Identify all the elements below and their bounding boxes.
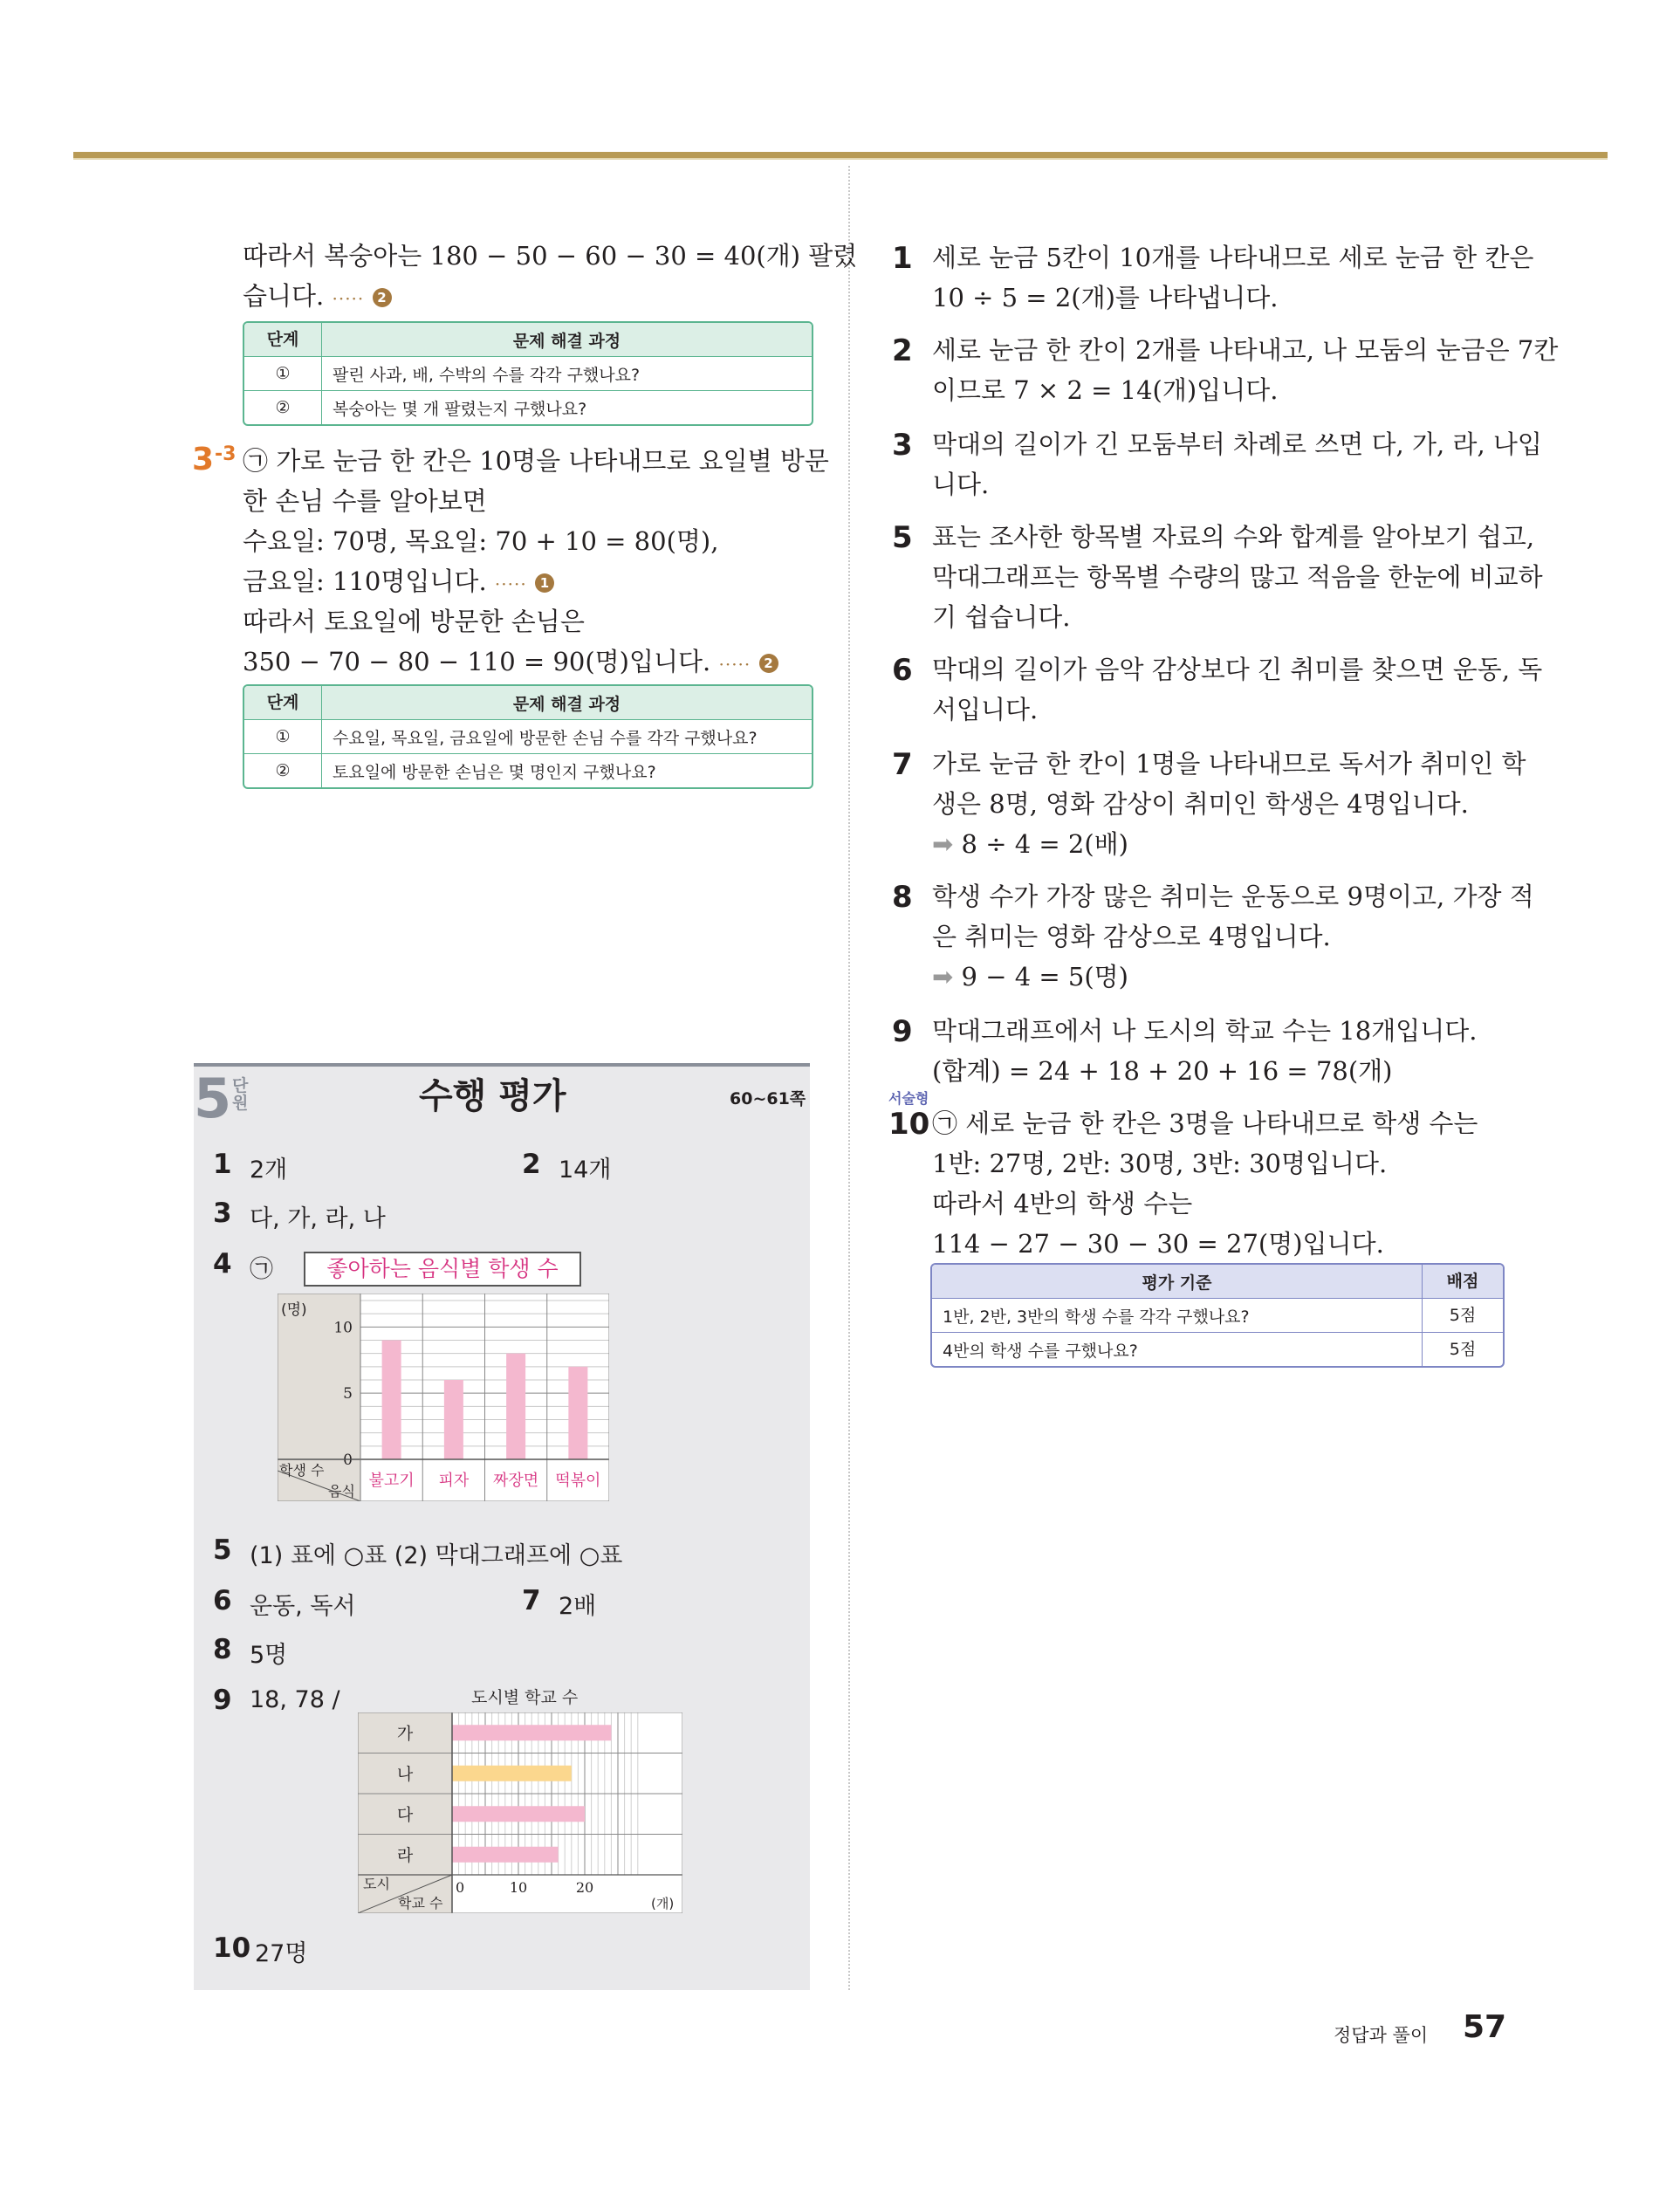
chart2-title: 도시별 학교 수 bbox=[471, 1688, 579, 1707]
q2-line-2: 이므로 7 × 2 = 14(개)입니다. bbox=[932, 375, 1279, 405]
category-label: 나 bbox=[396, 1764, 414, 1784]
step-marker-1: 1 bbox=[535, 573, 554, 593]
answer-number: 7 bbox=[522, 1585, 541, 1616]
step-cell: ② bbox=[244, 391, 322, 424]
answer-value: (1) 표에 ○표 (2) 막대그래프에 ○표 bbox=[250, 1542, 623, 1569]
q8-line-1: 학생 수가 가장 많은 취미는 운동으로 9명이고, 가장 적 bbox=[932, 882, 1534, 911]
category-label: 짜장면 bbox=[493, 1472, 539, 1490]
header-rule bbox=[73, 152, 1608, 158]
criteria-cell: 1반, 2반, 3반의 학생 수를 각각 구했나요? bbox=[943, 1307, 1250, 1327]
q5-line-3: 기 쉽습니다. bbox=[932, 602, 1071, 632]
continued-line-1: 따라서 복숭아는 180 − 50 − 60 − 30 = 40(개) 팔렸 bbox=[243, 241, 858, 271]
marker-dots: ····· bbox=[494, 573, 527, 594]
table-row bbox=[244, 753, 812, 787]
col-points: 배점 bbox=[1422, 1265, 1503, 1298]
bar-짜장면 bbox=[506, 1354, 525, 1459]
question-number: 8 bbox=[892, 880, 913, 915]
category-label: 떡볶이 bbox=[555, 1472, 601, 1490]
chart1-xlabel: 음식 bbox=[328, 1483, 355, 1500]
q10-line-4: 114 − 27 − 30 − 30 = 27(명)입니다. bbox=[932, 1229, 1384, 1259]
col-criteria: 평가 기준 bbox=[1142, 1273, 1212, 1293]
table-row bbox=[244, 719, 812, 753]
question-number: 5 bbox=[892, 520, 913, 555]
q6-line-2: 서입니다. bbox=[932, 695, 1039, 724]
q5-line-1: 표는 조사한 항목별 자료의 수와 합계를 알아보기 쉽고, bbox=[932, 522, 1535, 552]
table-header bbox=[244, 686, 812, 719]
chart2-xlabel: 학교 수 bbox=[398, 1895, 443, 1911]
answer-value: 2배 bbox=[559, 1593, 597, 1620]
answer-number: 3 bbox=[213, 1198, 232, 1229]
answer-pages: 60~61쪽 bbox=[730, 1089, 806, 1108]
bar-떡볶이 bbox=[568, 1367, 587, 1459]
essay-tag: 서술형 bbox=[888, 1090, 929, 1107]
chart1-unit: (명) bbox=[281, 1301, 307, 1319]
category-label: 다 bbox=[396, 1805, 414, 1825]
q8-result-text: 9 − 4 = 5(명) bbox=[961, 962, 1128, 992]
answer-value: 다, 가, 라, 나 bbox=[250, 1205, 386, 1232]
grading-table bbox=[930, 1263, 1505, 1368]
marker-dots: ····· bbox=[718, 654, 751, 675]
table-row bbox=[932, 1332, 1503, 1366]
question-number-3: 3 bbox=[192, 442, 215, 477]
col-process: 문제 해결 과정 bbox=[512, 331, 621, 351]
answer-value: 18, 78 / bbox=[250, 1686, 340, 1713]
table-row bbox=[244, 390, 812, 424]
q7-result bbox=[932, 824, 1128, 864]
continued-line-2 bbox=[243, 276, 392, 319]
q1-line-1: 세로 눈금 5칸이 10개를 나타내므로 세로 눈금 한 칸은 bbox=[932, 243, 1534, 272]
q33-line-4-text: 금요일: 110명입니다. bbox=[243, 566, 487, 596]
q33-line-4 bbox=[243, 561, 554, 604]
q10-line-1: ㉠ 세로 눈금 한 칸은 3명을 나타내므로 학생 수는 bbox=[932, 1108, 1478, 1138]
q8-line-2: 은 취미는 영화 감상으로 4명입니다. bbox=[932, 922, 1331, 951]
q3-line-2: 니다. bbox=[932, 470, 990, 499]
x-tick-label: 10 bbox=[509, 1879, 528, 1896]
question-number: 2 bbox=[892, 333, 913, 368]
process-cell: 복숭아는 몇 개 팔렸는지 구했나요? bbox=[333, 399, 587, 419]
answer-number: 6 bbox=[213, 1585, 232, 1616]
q2-line-1: 세로 눈금 한 칸이 2개를 나타내고, 나 모둠의 눈금은 7칸 bbox=[932, 335, 1559, 365]
category-label: 가 bbox=[396, 1724, 414, 1744]
col-step: 단계 bbox=[244, 686, 322, 719]
arrow-icon: ➡ bbox=[932, 829, 954, 859]
q33-line-2: 한 손님 수를 알아보면 bbox=[243, 486, 487, 516]
arrow-icon: ➡ bbox=[932, 962, 954, 992]
table-header bbox=[932, 1265, 1503, 1298]
col-process: 문제 해결 과정 bbox=[512, 694, 621, 714]
unit-label: 단원 bbox=[232, 1076, 249, 1113]
question-number: 10 bbox=[888, 1107, 930, 1142]
answer-number: 1 bbox=[213, 1149, 232, 1180]
process-cell: 팔린 사과, 배, 수박의 수를 각각 구했나요? bbox=[333, 365, 641, 385]
answer-value: 5명 bbox=[250, 1642, 288, 1669]
question-number: 1 bbox=[892, 241, 913, 276]
y-tick-label: 10 bbox=[333, 1319, 353, 1337]
q10-line-2: 1반: 27명, 2반: 30명, 3반: 30명입니다. bbox=[932, 1149, 1388, 1178]
step-table-2 bbox=[243, 684, 813, 789]
answer-number: 9 bbox=[213, 1685, 232, 1716]
y-tick-label: 5 bbox=[343, 1385, 353, 1403]
chart2-unit: (개) bbox=[651, 1896, 675, 1911]
column-divider bbox=[848, 166, 850, 1990]
header-rule-shadow bbox=[73, 158, 1608, 160]
marker-dots: ····· bbox=[332, 288, 365, 309]
page-number: 57 bbox=[1463, 2009, 1507, 2045]
chart2-ylabel: 도시 bbox=[363, 1876, 390, 1892]
bar-불고기 bbox=[382, 1341, 401, 1460]
q9-line-1: 막대그래프에서 나 도시의 학교 수는 18개입니다. bbox=[932, 1016, 1478, 1046]
question-number: 9 bbox=[892, 1014, 913, 1049]
q9-line-2: (합계) = 24 + 18 + 20 + 16 = 78(개) bbox=[932, 1056, 1393, 1086]
bar-나 bbox=[452, 1766, 572, 1781]
x-tick-label: 0 bbox=[456, 1879, 465, 1896]
q5-line-2: 막대그래프는 항목별 수량의 많고 적음을 한눈에 비교하 bbox=[932, 562, 1543, 592]
q8-result bbox=[932, 957, 1128, 997]
process-cell: 토요일에 방문한 손님은 몇 명인지 구했나요? bbox=[333, 762, 656, 782]
q33-line-6 bbox=[243, 642, 778, 684]
step-table-1 bbox=[243, 321, 813, 426]
points-cell: 5점 bbox=[1422, 1299, 1503, 1332]
category-label: 불고기 bbox=[368, 1472, 415, 1490]
unit-number: 5 bbox=[194, 1067, 232, 1130]
step-cell: ② bbox=[244, 754, 322, 787]
answer-number: 5 bbox=[213, 1534, 232, 1566]
question-subnumber: -3 bbox=[215, 443, 237, 465]
q33-line-3: 수요일: 70명, 목요일: 70 + 10 = 80(명), bbox=[243, 526, 719, 556]
step-cell: ① bbox=[244, 720, 322, 753]
criteria-cell: 4반의 학생 수를 구했나요? bbox=[943, 1341, 1138, 1361]
q6-line-1: 막대의 길이가 음악 감상보다 긴 취미를 찾으면 운동, 독 bbox=[932, 655, 1543, 684]
col-step: 단계 bbox=[244, 323, 322, 356]
question-number: 7 bbox=[892, 747, 913, 782]
process-cell: 수요일, 목요일, 금요일에 방문한 손님 수를 각각 구했나요? bbox=[333, 728, 758, 748]
answer-value: 14개 bbox=[559, 1156, 612, 1184]
question-number: 3 bbox=[892, 428, 913, 463]
answer-number: 4 bbox=[213, 1248, 232, 1280]
q7-result-text: 8 ÷ 4 = 2(배) bbox=[961, 829, 1128, 859]
answer-number: 10 bbox=[213, 1932, 251, 1964]
chart1-ylabel: 학생 수 bbox=[279, 1462, 325, 1479]
city-bar-chart bbox=[358, 1712, 682, 1913]
question-number: 6 bbox=[892, 653, 913, 688]
answer-value: 운동, 독서 bbox=[250, 1593, 356, 1620]
q3-line-1: 막대의 길이가 긴 모둠부터 차례로 쓰면 다, 가, 라, 나입 bbox=[932, 429, 1542, 459]
answer-value: 27명 bbox=[255, 1940, 308, 1967]
x-tick-label: 20 bbox=[575, 1879, 594, 1896]
answer-number: 2 bbox=[522, 1149, 541, 1180]
bar-라 bbox=[452, 1847, 559, 1863]
q7-line-2: 생은 8명, 영화 감상이 취미인 학생은 4명입니다. bbox=[932, 789, 1469, 819]
category-label: 피자 bbox=[438, 1472, 470, 1490]
q33-line-6-text: 350 − 70 − 80 − 110 = 90(명)입니다. bbox=[243, 647, 711, 676]
answer-value: 2개 bbox=[250, 1156, 288, 1184]
q1-line-2: 10 ÷ 5 = 2(개)를 나타냅니다. bbox=[932, 283, 1279, 312]
table-row bbox=[244, 356, 812, 390]
chart1-title: 좋아하는 음식별 학생 수 bbox=[304, 1252, 581, 1287]
q33-line-1: ㉠ 가로 눈금 한 칸은 10명을 나타내므로 요일별 방문 bbox=[243, 446, 829, 476]
footer-label: 정답과 풀이 bbox=[1334, 2025, 1429, 2046]
y-tick-label: 0 bbox=[343, 1452, 353, 1469]
answer-title: 수행 평가 bbox=[419, 1076, 566, 1116]
q33-line-5: 따라서 토요일에 방문한 손님은 bbox=[243, 607, 585, 636]
answer-number: 8 bbox=[213, 1634, 232, 1665]
step-cell: ① bbox=[244, 357, 322, 390]
q7-line-1: 가로 눈금 한 칸이 1명을 나타내므로 독서가 취미인 학 bbox=[932, 749, 1526, 779]
points-cell: 5점 bbox=[1422, 1333, 1503, 1366]
bar-피자 bbox=[444, 1380, 463, 1459]
answer-value: ㉠ bbox=[250, 1256, 273, 1283]
bar-가 bbox=[452, 1725, 611, 1740]
q10-line-3: 따라서 4반의 학생 수는 bbox=[932, 1189, 1193, 1218]
step-marker-2: 2 bbox=[373, 288, 392, 307]
answer-box-rule bbox=[194, 1063, 810, 1067]
food-bar-chart bbox=[278, 1294, 609, 1501]
category-label: 라 bbox=[396, 1845, 414, 1865]
table-row bbox=[932, 1298, 1503, 1332]
continued-text: 습니다. bbox=[243, 281, 325, 311]
bar-다 bbox=[452, 1806, 585, 1822]
step-marker-2: 2 bbox=[759, 654, 778, 673]
table-header bbox=[244, 323, 812, 356]
